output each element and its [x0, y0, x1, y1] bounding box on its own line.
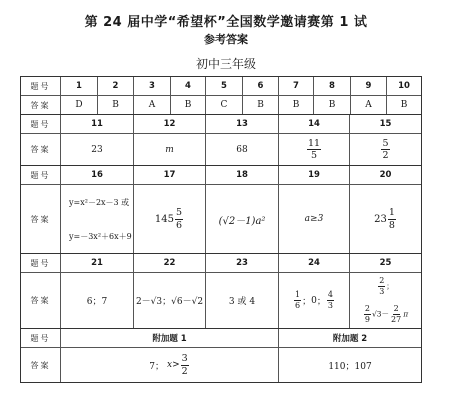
qnum: 13: [206, 115, 279, 133]
qnum: 9: [351, 77, 387, 95]
qnum: 1: [61, 77, 98, 95]
mixed-number-whole: 23: [374, 213, 387, 225]
section4-answer-row: [21, 273, 421, 329]
answer-cell: 110；107: [328, 361, 372, 372]
qnum: 20: [379, 170, 392, 180]
answer-cell: A: [134, 96, 171, 114]
question-label: 题号: [21, 115, 61, 133]
section2-answer-row: [21, 134, 421, 166]
answer-label: 答案: [21, 134, 61, 165]
qnum: 18: [206, 166, 279, 184]
qnum: 11: [61, 115, 134, 133]
fraction: $\frac{1}{8}$: [388, 207, 395, 231]
answer-text: π: [403, 309, 409, 319]
section1-answer-row: [21, 96, 421, 115]
question-label: 题号: [21, 166, 61, 184]
section3-answer-row: [21, 185, 421, 254]
answer-cell: 68: [206, 134, 279, 165]
answer-cell: B: [279, 96, 314, 114]
answer-label: 答案: [21, 273, 61, 328]
answer-cell: [279, 185, 350, 253]
answer-text: m: [165, 144, 174, 155]
answer-cell: 2－√3；√6－√2: [134, 273, 206, 328]
answer-cell: B: [400, 100, 408, 110]
section5-number-row: [21, 329, 421, 348]
answer-cell: [350, 273, 421, 328]
fraction: $\frac{5}{2}$: [382, 137, 389, 161]
question-label: 题号: [21, 329, 61, 347]
qnum: 24: [279, 254, 350, 272]
qnum: 19: [279, 166, 350, 184]
question-label: 题号: [21, 77, 61, 95]
fraction: $\frac{4}{3}$: [327, 290, 333, 310]
answer-cell: B: [98, 96, 134, 114]
qnum: 6: [243, 77, 279, 95]
answer-table: [20, 76, 422, 383]
qnum: 4: [171, 77, 206, 95]
answer-var: x: [167, 360, 173, 370]
mixed-number-whole: 145: [154, 213, 175, 225]
answer-text: 0: [311, 295, 317, 306]
answer-cell: [134, 134, 206, 165]
qnum: 附加题 1: [61, 329, 279, 347]
separator: ；: [386, 281, 394, 291]
fraction: $\frac{1}{6}$: [295, 290, 301, 310]
answer-cell: A: [351, 96, 387, 114]
answer-cell: [350, 185, 421, 253]
answer-text: y=x²－2x－3 或: [69, 197, 130, 207]
section5-answer-row: [21, 348, 421, 382]
qnum: 25: [379, 258, 392, 268]
fraction: $\frac{5}{6}$: [176, 207, 183, 231]
exam-title: 第 24 届中学“希望杯”全国数学邀请赛第 1 试: [84, 15, 368, 30]
answer-cell: [61, 185, 134, 253]
answer-text: 7；: [149, 361, 165, 372]
fraction: $\frac{3}{2}$: [181, 353, 188, 377]
operator: －: [381, 309, 390, 319]
answer-text: a≥3: [304, 214, 324, 224]
answer-cell: C: [206, 96, 243, 114]
qnum: 17: [134, 166, 206, 184]
answer-cell: 6；7: [61, 273, 134, 328]
answer-line: [363, 305, 408, 324]
answer-cell: [61, 348, 279, 382]
exam-subtitle: 参考答案: [204, 33, 248, 46]
answer-text: (√2－1)a²: [218, 215, 266, 227]
answer-cell: B: [171, 96, 206, 114]
qnum: 附加题 2: [332, 334, 368, 344]
section3-number-row: [21, 166, 421, 185]
qnum: 23: [206, 254, 279, 272]
answer-text: √3: [371, 309, 382, 319]
qnum: 16: [61, 166, 134, 184]
answer-cell: [134, 185, 206, 253]
qnum: 5: [206, 77, 243, 95]
separator: ；: [316, 297, 326, 307]
answer-cell: D: [61, 96, 98, 114]
answer-cell: [350, 134, 421, 165]
answer-label: 答案: [21, 185, 61, 253]
answer-cell: B: [314, 96, 351, 114]
answer-text: y=－3x²＋6x＋9: [69, 231, 132, 241]
answer-cell: 3 或 4: [206, 273, 279, 328]
fraction: $\frac{2}{9}$: [364, 303, 370, 324]
qnum: 22: [134, 254, 206, 272]
qnum: 21: [61, 254, 134, 272]
answer-cell: [279, 273, 350, 328]
fraction: $\frac{11}{5}$: [307, 137, 321, 161]
qnum: 3: [134, 77, 171, 95]
question-label: 题号: [21, 254, 61, 272]
qnum: 2: [98, 77, 134, 95]
answer-cell: B: [243, 96, 279, 114]
qnum: 14: [279, 115, 350, 133]
qnum: 15: [379, 119, 392, 129]
qnum: 8: [314, 77, 351, 95]
section1-number-row: [21, 77, 421, 96]
separator: ；: [302, 297, 312, 307]
section2-number-row: [21, 115, 421, 134]
answer-cell: [206, 185, 279, 253]
answer-label: 答案: [21, 348, 61, 382]
answer-label: 答案: [21, 96, 61, 114]
answer-cell: [279, 134, 350, 165]
answer-relation: >: [172, 360, 180, 370]
answer-cell: 23: [61, 134, 134, 165]
qnum: 10: [398, 81, 410, 91]
fraction: $\frac{2}{27}$: [391, 303, 402, 324]
answer-line: [377, 277, 394, 296]
grade-label: 初中三年级: [195, 57, 256, 71]
fraction: $\frac{2}{3}$: [379, 276, 385, 297]
section4-number-row: [21, 254, 421, 273]
qnum: 12: [134, 115, 206, 133]
qnum: 7: [279, 77, 314, 95]
